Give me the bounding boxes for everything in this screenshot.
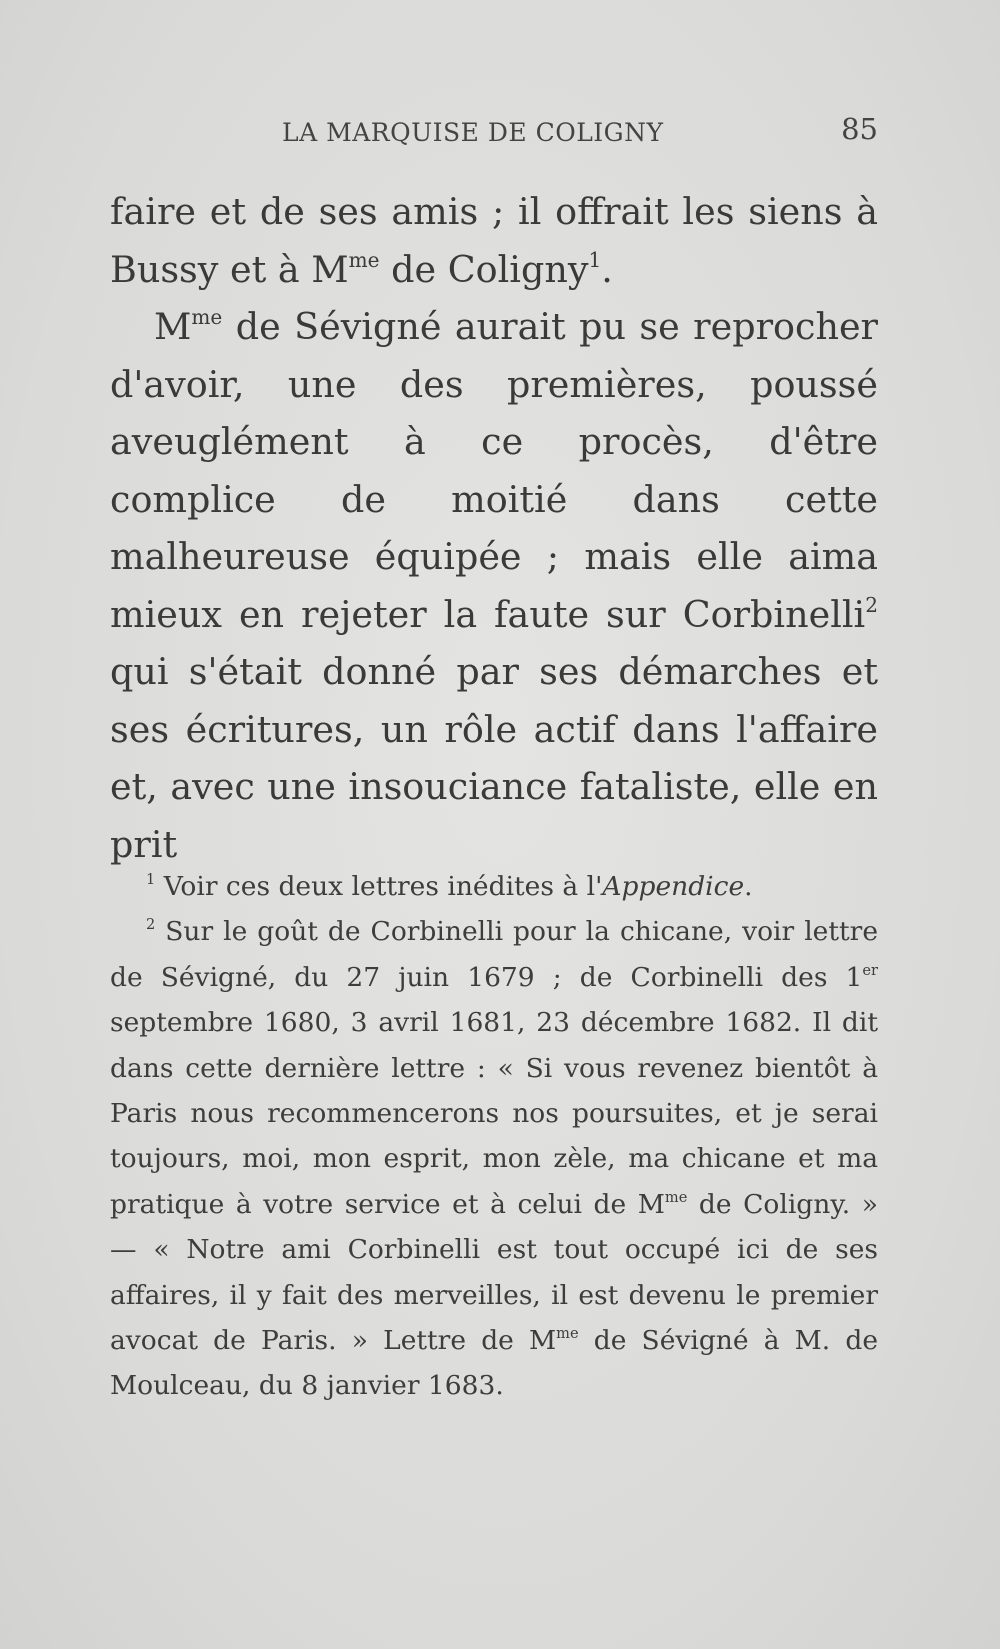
footnote-ref-1: 1	[588, 247, 602, 272]
text-run: Sur le goût de Corbinelli pour la chicane, voir lettre de Sévigné, du 27 juin 1679 ; de Corbinelli des 1	[110, 916, 878, 993]
superscript: me	[348, 247, 380, 272]
superscript: me	[664, 1188, 688, 1206]
text-run: septembre 1680, 3 avril 1681, 23 décembre 1682. Il dit dans cette dernière lettre : « Si vous revenez bientôt à Paris nous recommencerons nos poursuites, et je serai toujours, moi, mon esprit, mon zèle, ma chicane et ma pratique à votre service et à celui de M	[110, 1007, 878, 1220]
text-run: de Coligny. » — « Notre ami Corbinelli est tout occupé ici de ses affaires, il y fait des merveilles, il est devenu le premier avocat de Paris. » Lettre de M	[110, 1188, 878, 1357]
text-run: Voir ces deux lettres inédites à l'	[155, 871, 603, 902]
paragraph-main	[110, 298, 878, 873]
text-run: .	[744, 871, 753, 902]
running-title: LA MARQUISE DE COLIGNY	[282, 118, 664, 147]
running-head	[110, 112, 878, 158]
footnote-marker: 1	[146, 871, 156, 889]
text-run: M	[154, 305, 192, 348]
text-run: faire et de ses amis ; il offrait les siens à Bussy et à M	[110, 190, 878, 291]
text-run: de Sévigné à M. de Moulceau, du 8 janvier 1683.	[110, 1325, 879, 1402]
footnotes	[110, 864, 878, 1409]
footnote-2	[110, 909, 878, 1408]
superscript: me	[191, 304, 223, 329]
italic-text: Appendice	[602, 871, 745, 902]
body-text	[110, 183, 878, 873]
text-run: .	[601, 247, 613, 291]
text-run: de Sévigné aurait pu se reprocher d'avoir, une des premières, poussé aveuglément à ce procès, d'être complice de moitié dans cette malheureuse équipée ; mais elle aima mieux en rejeter la faute sur Corbinelli	[110, 305, 878, 636]
page-number: 85	[841, 112, 878, 146]
footnote-1	[110, 864, 878, 909]
superscript: er	[862, 961, 878, 979]
footnote-ref-2: 2	[865, 592, 878, 617]
text-run: qui s'était donné par ses démarches et ses écritures, un rôle actif dans l'affaire et, avec une insouciance fataliste, elle en prit	[110, 650, 878, 866]
superscript: me	[556, 1325, 579, 1343]
text-run: de Coligny	[379, 247, 589, 291]
paragraph-continuation	[110, 183, 878, 298]
footnote-marker: 2	[146, 916, 156, 934]
